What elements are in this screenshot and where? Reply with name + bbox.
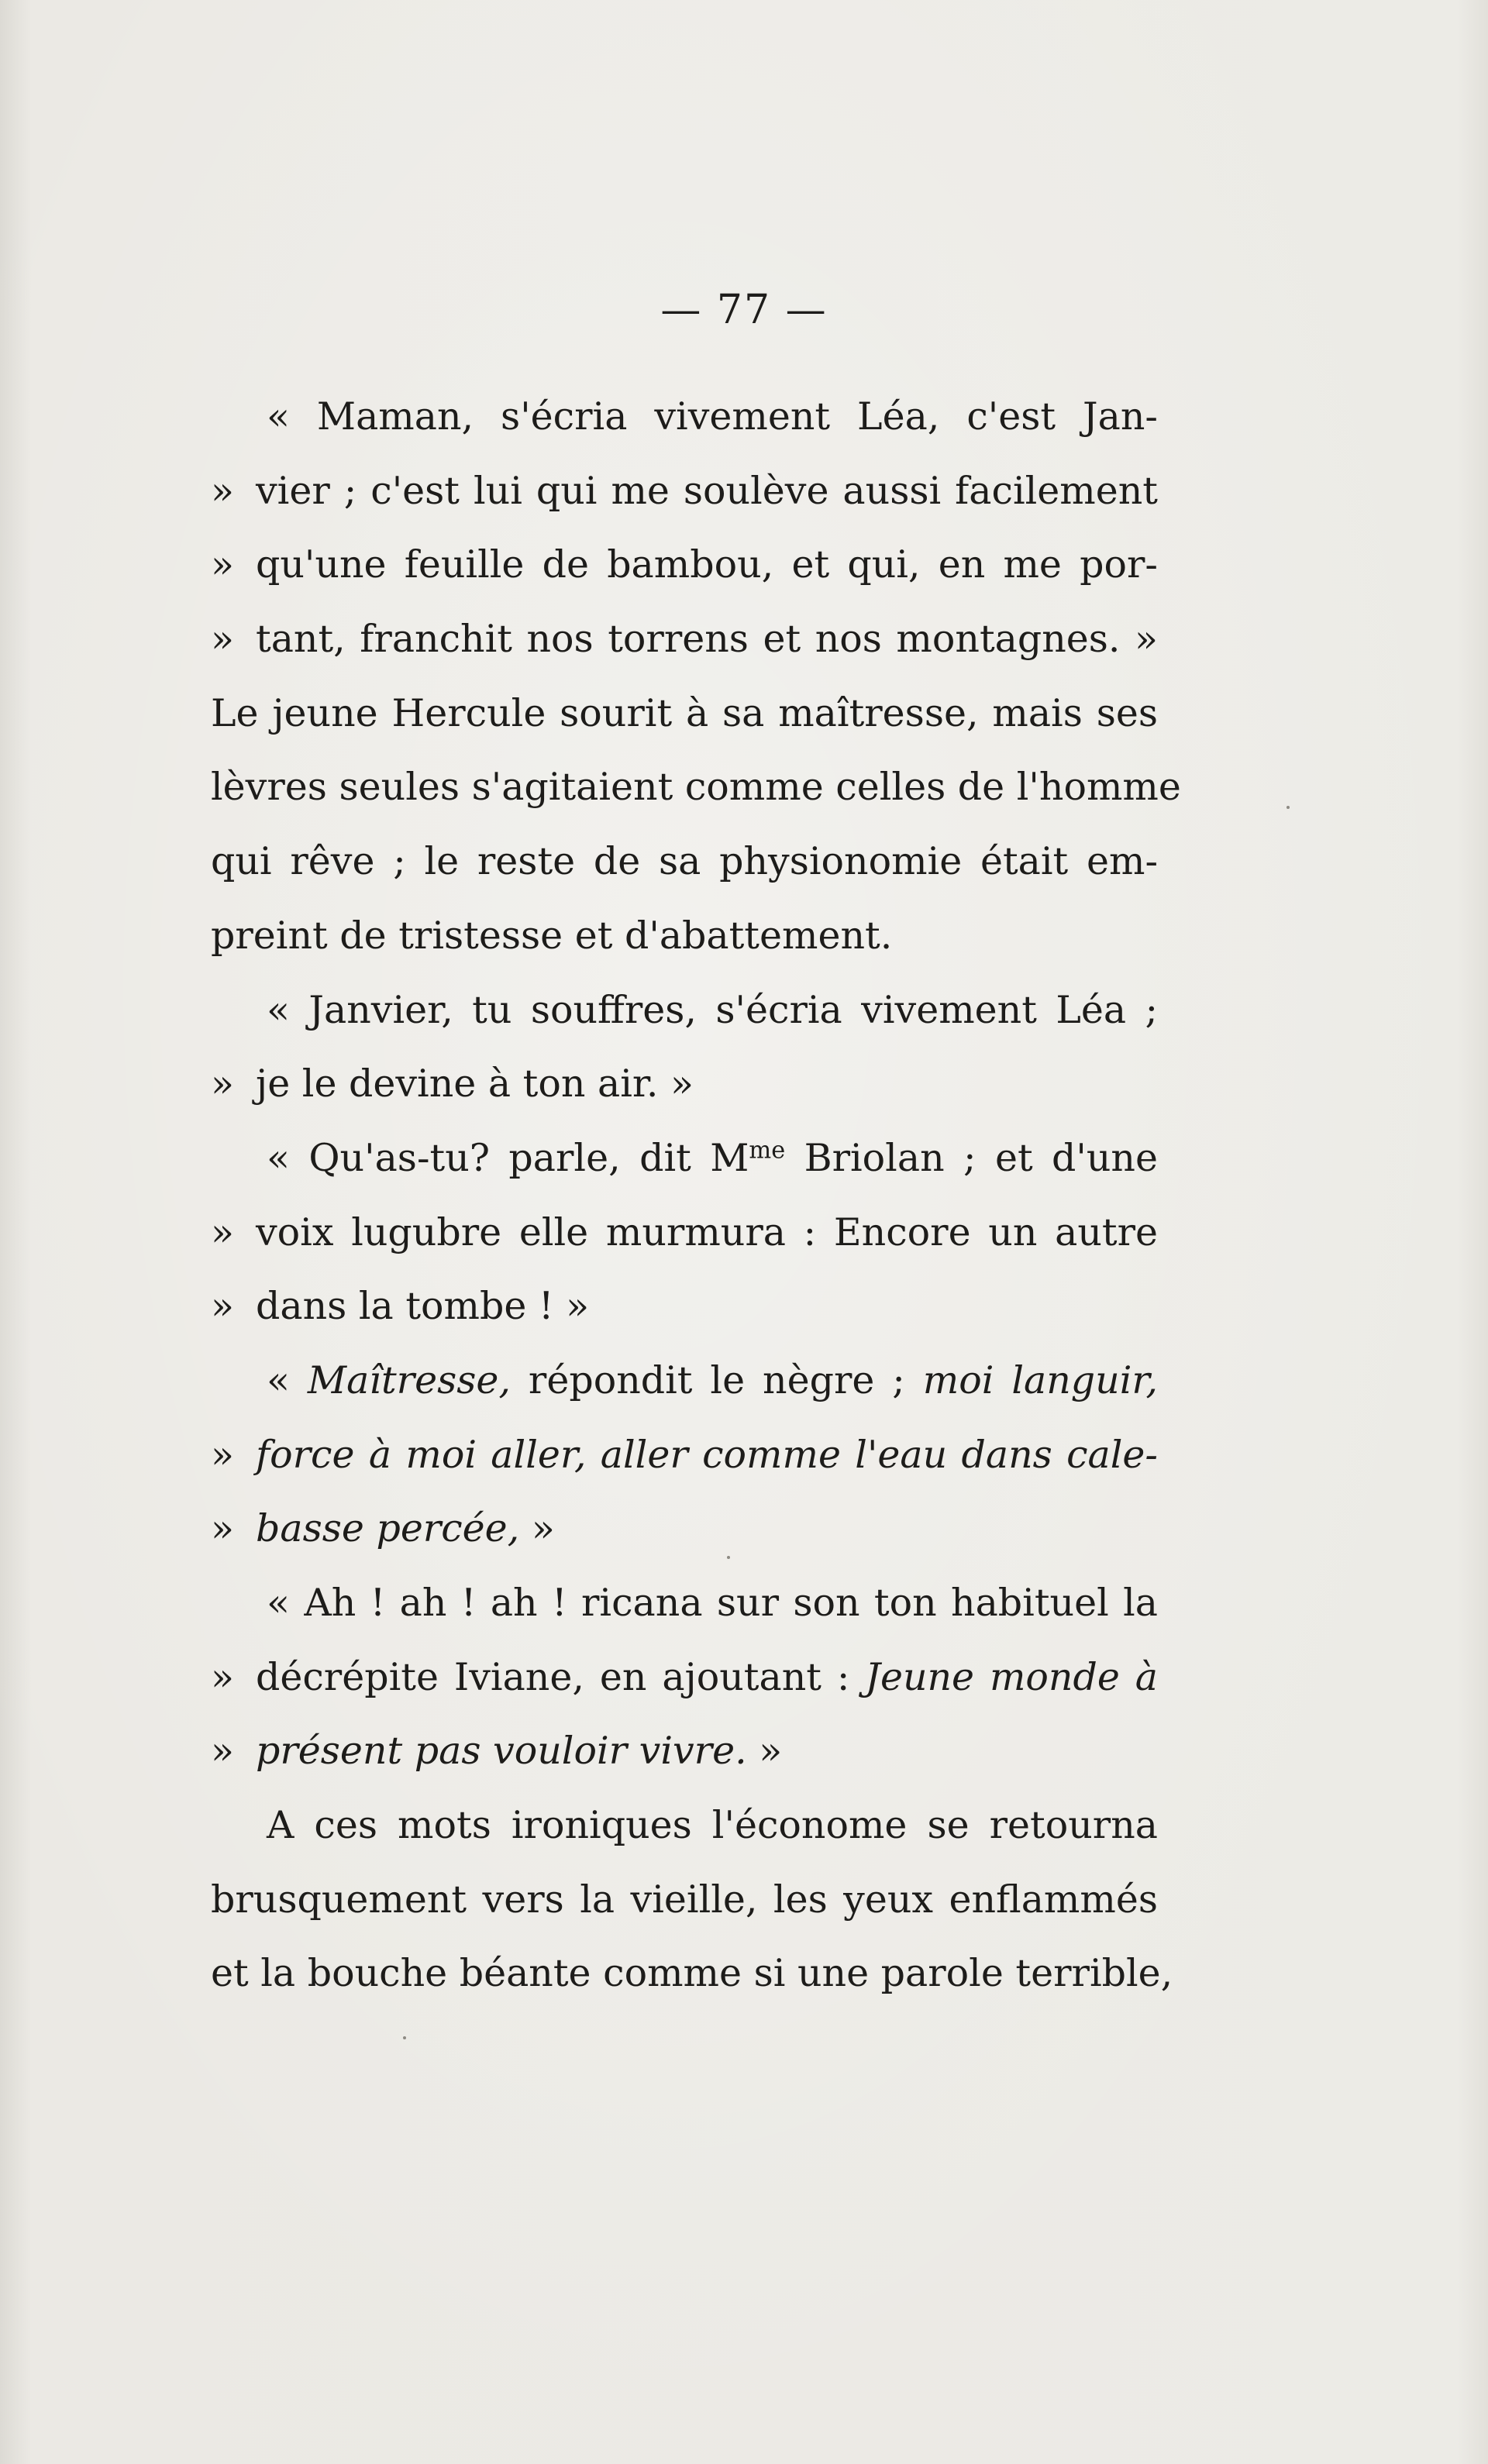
text-line: lèvres seules s'agitaient comme celles de l'homme	[211, 765, 1181, 810]
quote-mark: »	[211, 1506, 234, 1551]
quote-mark: »	[211, 468, 234, 513]
text-line: » force à moi aller, aller comme l'eau dans cale-	[211, 1418, 1158, 1492]
text-line: » qu'une feuille de bambou, et qui, en me por-	[211, 528, 1158, 602]
text-line: » je le devine à ton air. »	[211, 1047, 1158, 1121]
text-line: « Maman, s'écria vivement Léa, c'est Jan-	[267, 394, 1158, 439]
text-line: « Janvier, tu souffres, s'écria vivement Léa ;	[267, 987, 1158, 1032]
text-line: Le jeune Hercule sourit à sa maîtresse, mais ses	[211, 690, 1158, 735]
text-line: qui rêve ; le reste de sa physionomie était em-	[211, 839, 1158, 884]
text-line: » basse percée, »	[211, 1492, 1158, 1566]
text-line: » vier ; c'est lui qui me soulève aussi facilement	[211, 454, 1158, 528]
quote-mark: »	[211, 1284, 234, 1329]
text-line: « Maîtresse, répondit le nègre ; moi languir,	[267, 1358, 1158, 1402]
text-line: » dans la tombe ! »	[211, 1269, 1158, 1344]
text-line: » tant, franchit nos torrens et nos montagnes. »	[211, 602, 1158, 676]
text-line: preint de tristesse et d'abattement.	[211, 913, 893, 958]
quote-mark: »	[211, 1432, 234, 1477]
text-line: brusquement vers la vieille, les yeux enflammés	[211, 1877, 1158, 1922]
body-text	[211, 380, 1181, 2011]
text-line: « Ah ! ah ! ah ! ricana sur son ton habituel la	[267, 1581, 1158, 1625]
text-line: » présent pas vouloir vivre. »	[211, 1714, 1158, 1788]
quote-mark: »	[211, 1062, 234, 1106]
text-line: » décrépite Iviane, en ajoutant : Jeune monde à	[211, 1640, 1158, 1715]
text-line: « Qu'as-tu? parle, dit $M^{me}$ Briolan ; et d'une	[267, 1135, 1158, 1180]
paper-speck	[403, 2036, 406, 2039]
text-line: et la bouche béante comme si une parole terrible,	[211, 1951, 1173, 1996]
text-line: » voix lugubre elle murmura : Encore un autre	[211, 1196, 1158, 1270]
quote-mark: »	[211, 1729, 234, 1774]
page-number: — 77 —	[660, 287, 828, 333]
text-line: A ces mots ironiques l'économe se retourna	[267, 1803, 1158, 1848]
quote-mark: »	[211, 617, 234, 662]
paper-speck	[1286, 806, 1290, 809]
quote-mark: »	[211, 1210, 234, 1254]
quote-mark: »	[211, 1654, 234, 1699]
quote-mark: »	[211, 542, 234, 587]
